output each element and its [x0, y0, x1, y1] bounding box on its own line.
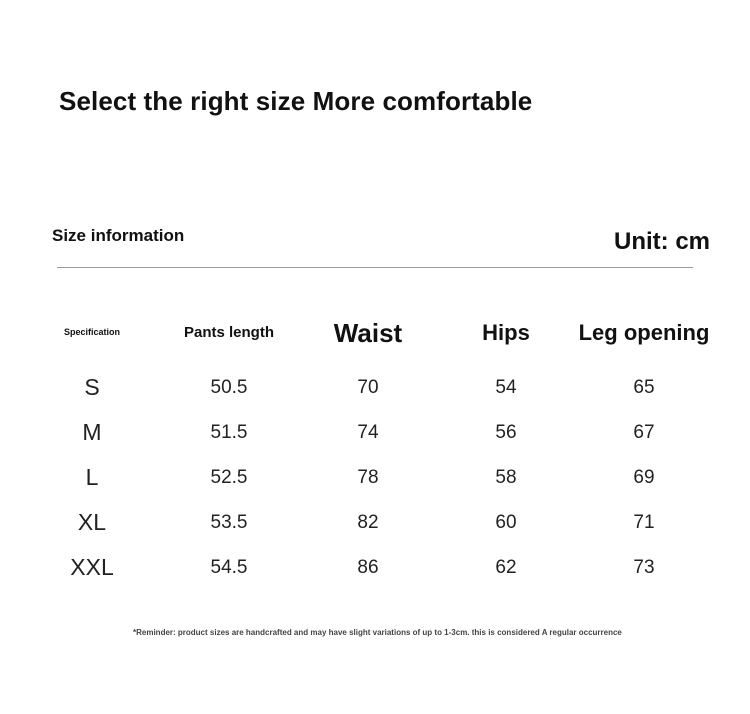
- table-header-row: [0, 312, 750, 356]
- hips-cell: 62: [495, 557, 517, 578]
- leg-opening-cell: 67: [633, 422, 655, 443]
- size-cell: XXL: [70, 554, 114, 580]
- hips-cell: 60: [495, 512, 517, 533]
- header-hips: Hips: [482, 320, 530, 345]
- hips-cell: 54: [495, 377, 517, 398]
- pants-length-cell: 52.5: [210, 467, 248, 488]
- pants-length-cell: 54.5: [210, 557, 248, 578]
- header-specification: Specification: [63, 327, 121, 337]
- pants-length-cell: 51.5: [210, 422, 248, 443]
- pants-length-cell: 53.5: [210, 512, 248, 533]
- waist-cell: 82: [357, 512, 379, 533]
- size-table: [0, 312, 750, 599]
- table-row: [0, 509, 750, 554]
- waist-cell: 74: [357, 422, 379, 443]
- page-title: Select the right size More comfortable: [59, 86, 533, 116]
- pants-length-cell: 50.5: [210, 377, 248, 398]
- waist-cell: 86: [357, 557, 379, 578]
- header-pants-length: Pants length: [183, 324, 275, 341]
- size-cell: XL: [77, 509, 107, 535]
- divider: [57, 267, 693, 268]
- waist-cell: 78: [357, 467, 379, 488]
- leg-opening-cell: 71: [633, 512, 655, 533]
- header-leg-opening: Leg opening: [578, 320, 710, 345]
- leg-opening-cell: 69: [633, 467, 655, 488]
- table-row: [0, 554, 750, 599]
- hips-cell: 56: [495, 422, 517, 443]
- section-label: Size information: [52, 226, 185, 245]
- table-row: [0, 464, 750, 509]
- leg-opening-cell: 65: [633, 377, 655, 398]
- size-cell: M: [82, 419, 102, 445]
- unit-label: Unit: cm: [614, 228, 710, 255]
- table-row: [0, 419, 750, 464]
- size-cell: L: [85, 464, 99, 490]
- leg-opening-cell: 73: [633, 557, 655, 578]
- header-waist: Waist: [333, 318, 403, 348]
- hips-cell: 58: [495, 467, 517, 488]
- table-row: [0, 374, 750, 419]
- waist-cell: 70: [357, 377, 379, 398]
- reminder-note: *Reminder: product sizes are handcrafted and may have slight variations of up to 1-3cm. this is considered A regular occurrence: [133, 628, 622, 637]
- size-cell: S: [84, 374, 100, 400]
